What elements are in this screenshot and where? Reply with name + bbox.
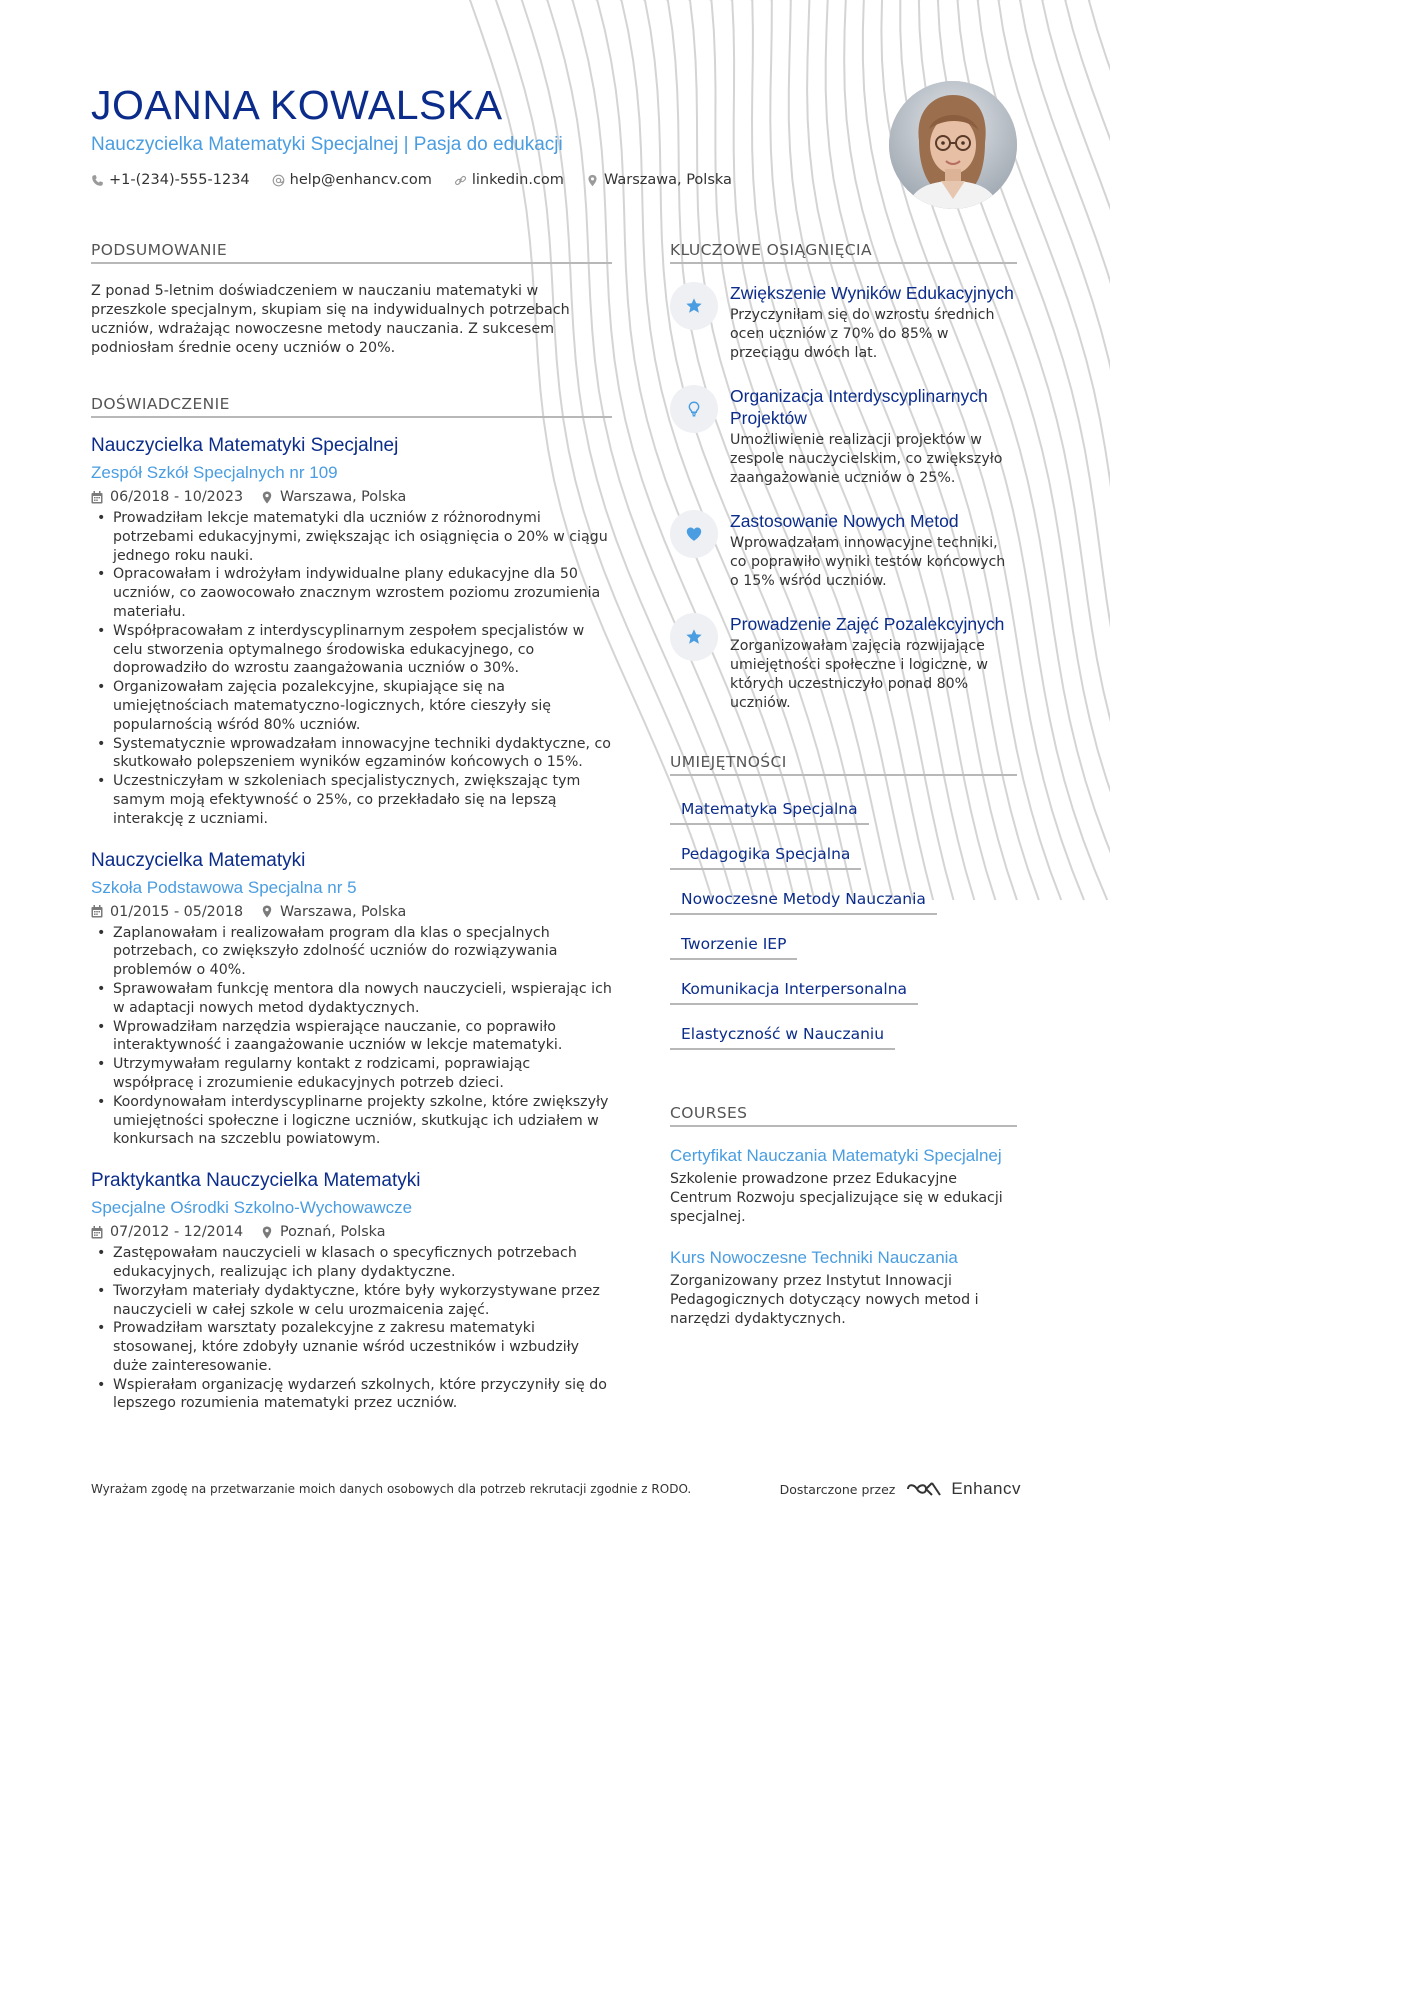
experience-section-title: DOŚWIADCZENIE <box>91 395 612 418</box>
phone-text: +1-(234)-555-1234 <box>109 172 250 188</box>
course-item <box>670 1145 1017 1227</box>
job-bullet: • Sprawowałam funkcję mentora dla nowych nauczycieli, wspierając ich w adaptacji nowych metod dydaktycznych. <box>91 980 612 1018</box>
achievement-title: Prowadzenie Zajęć Pozalekcyjnych <box>730 614 1005 634</box>
wave-line <box>1065 0 1110 900</box>
lightbulb-icon <box>685 400 703 418</box>
star-icon <box>685 628 703 646</box>
job-bullet: • Organizowałam zajęcia pozalekcyjne, skupiające się na umiejętnościach matematyczno-logicznych, które cieszyły się popularnością wśród 80% uczniów. <box>91 678 612 734</box>
job-bullet: • Prowadziłam lekcje matematyki dla uczniów z różnorodnymi potrzebami edukacyjnymi, zwiększając ich osiągnięcia o 20% w ciągu jednego roku nauki. <box>91 509 612 565</box>
wave-line <box>1020 0 1110 900</box>
achievement-item <box>670 613 1017 713</box>
job-meta <box>91 904 612 920</box>
job-title: Praktykantka Nauczycielka Matematyki <box>91 1170 421 1192</box>
job-entry <box>91 1169 612 1413</box>
job-bullet: • Zaplanowałam i realizowałam program dla klas o specjalnych potrzebach, co zwiększyło zdolność uczniów do rozwiązywania problemów o 40%. <box>91 924 612 980</box>
skills-list <box>670 780 1017 1050</box>
phone-icon <box>91 174 104 187</box>
job-company: Zespół Szkół Specjalnych nr 109 <box>91 463 338 482</box>
job-bullet: • Wprowadziłam narzędzia wspierające nauczanie, co poprawiło interaktywność i zaangażowanie uczniów w lekcje matematyki. <box>91 1018 612 1056</box>
job-bullets <box>91 509 612 829</box>
skill-tag: Nowoczesne Metody Nauczania <box>670 883 937 915</box>
job-bullets <box>91 1244 612 1413</box>
summary-section-title: PODSUMOWANIE <box>91 241 612 264</box>
profile-photo-image <box>889 81 1017 209</box>
skills-section-title: UMIEJĘTNOŚCI <box>670 753 1017 776</box>
skill-tag: Tworzenie IEP <box>670 928 797 960</box>
job-title: Nauczycielka Matematyki Specjalnej <box>91 435 399 456</box>
summary-text: Z ponad 5-letnim doświadczeniem w nauczaniu matematyki w przeszkole specjalnym, skupiam się na indywidualnych potrzebach uczniów, wdrażając nowoczesne metody nauczania. Z sukcesem podniosłam średnie oceny uczniów o 20%. <box>91 283 570 356</box>
skill-tag: Matematyka Specjalna <box>670 793 869 825</box>
job-entry <box>91 434 612 829</box>
location-text: Warszawa, Polska <box>603 172 732 188</box>
job-company: Szkoła Podstawowa Specjalna nr 5 <box>91 877 357 897</box>
brand-name: Enhancv <box>951 1479 1021 1498</box>
course-desc: Zorganizowany przez Instytut Innowacji Pedagogicznych dotyczący nowych metod i narzędzi dydaktycznych. <box>670 1273 979 1327</box>
job-bullets <box>91 924 612 1150</box>
course-title: Kurs Nowoczesne Techniki Nauczania <box>670 1248 958 1267</box>
job-meta <box>91 489 612 505</box>
job-bullet: • Uczestniczyłam w szkoleniach specjalistycznych, zwiększając tym samym moją efektywność o 25%, co przekładało się na lepszą interakcję z uczniami. <box>91 772 612 828</box>
contact-phone[interactable] <box>91 172 250 188</box>
skill-tag: Komunikacja Interpersonalna <box>670 973 918 1005</box>
linkedin-text: linkedin.com <box>471 172 564 188</box>
job-location: Warszawa, Polska <box>280 903 407 920</box>
course-item <box>670 1247 1017 1329</box>
powered-by-label: Dostarczone przez <box>779 1481 896 1497</box>
footer <box>91 1479 1021 1499</box>
achievement-desc: Zorganizowałam zajęcia rozwijające umiejętności społeczne i logiczne, w których uczestniczyło ponad 80% uczniów. <box>730 638 988 711</box>
achievement-item <box>670 385 1017 488</box>
email-text: help@enhancv.com <box>289 172 432 188</box>
job-bullet: • Koordynowałam interdyscyplinarne projekty szkolne, które zwiększyły umiejętności społeczne i logiczne uczniów, skutkując ich udziałem w konkursach na szczeblu powiatowym. <box>91 1093 612 1149</box>
job-entry <box>91 849 612 1150</box>
location-pin-icon <box>261 491 273 504</box>
location-pin-icon <box>586 174 599 187</box>
skill-tag: Pedagogika Specjalna <box>670 838 861 870</box>
resume-header <box>91 84 871 188</box>
skill-tag: Elastyczność w Nauczaniu <box>670 1018 895 1050</box>
course-desc: Szkolenie prowadzone przez Edukacyjne Centrum Rozwoju specjalizujące się w edukacji specjalnej. <box>670 1171 1003 1225</box>
contact-info <box>91 172 871 188</box>
left-column <box>91 241 612 1413</box>
calendar-icon <box>91 905 103 918</box>
heart-icon <box>685 525 703 543</box>
job-bullet: • Prowadziłam warsztaty pozalekcyjne z zakresu matematyki stosowanej, które zdobyły uznanie wśród uczestników i wzbudziły duże zainteresowanie. <box>91 1319 612 1375</box>
achievement-title: Zastosowanie Nowych Metod <box>730 511 959 531</box>
contact-email[interactable] <box>272 172 432 188</box>
link-icon <box>454 174 467 187</box>
enhancv-logo-icon <box>905 1480 943 1498</box>
star-icon <box>685 297 703 315</box>
powered-by[interactable] <box>780 1479 1021 1499</box>
job-location: Warszawa, Polska <box>280 489 407 505</box>
job-dates: 01/2015 - 05/2018 <box>110 903 244 920</box>
gdpr-consent: Wyrażam zgodę na przetwarzanie moich danych osobowych dla potrzeb rekrutacji zgodnie z RODO. <box>91 1482 692 1496</box>
job-bullet: • Utrzymywałam regularny kontakt z rodzicami, poprawiając współpracę i zrozumienie edukacyjnych potrzeb dzieci. <box>91 1055 612 1093</box>
achievement-title: Zwiększenie Wyników Edukacyjnych <box>730 283 1014 303</box>
right-column <box>670 241 1017 1329</box>
achievement-desc: Umożliwienie realizacji projektów w zespole nauczycielskim, co zwiększyło zaangażowanie uczniów o 25%. <box>730 432 1003 486</box>
calendar-icon <box>91 491 103 504</box>
contact-linkedin[interactable] <box>454 172 564 188</box>
achievement-desc: Przyczyniłam się do wzrostu średnich ocen uczniów z 70% do 85% w przeciągu dwóch lat. <box>730 307 995 361</box>
wave-line <box>1042 0 1110 900</box>
calendar-icon <box>91 1226 103 1239</box>
course-title: Certyfikat Nauczania Matematyki Specjalnej <box>670 1146 1002 1165</box>
job-dates: 07/2012 - 12/2014 <box>110 1224 244 1241</box>
courses-section-title: COURSES <box>670 1104 1017 1127</box>
job-meta <box>91 1224 612 1240</box>
achievement-item <box>670 510 1017 591</box>
job-bullet: • Zastępowałam nauczycieli w klasach o specyficznych potrzebach edukacyjnych, realizując ich plany dydaktyczne. <box>91 1244 612 1282</box>
job-bullet: • Tworzyłam materiały dydaktyczne, które były wykorzystywane przez nauczycieli w całej szkole w celu urozmaicenia zajęć. <box>91 1282 612 1320</box>
achievement-title: Organizacja Interdyscyplinarnych Projektów <box>730 386 988 428</box>
achievements-section-title: KLUCZOWE OSIĄGNIĘCIA <box>670 241 1017 264</box>
contact-location <box>586 172 732 188</box>
job-company: Specjalne Ośrodki Szkolno-Wychowawcze <box>91 1198 413 1218</box>
achievement-desc: Wprowadzałam innowacyjne techniki, co poprawiło wyniki testów końcowych o 15% wśród uczniów. <box>730 535 1006 589</box>
job-location: Poznań, Polska <box>280 1224 386 1241</box>
job-bullet: • Wspierałam organizację wydarzeń szkolnych, które przyczyniły się do lepszego rozumienia matematyki przez uczniów. <box>91 1376 612 1414</box>
achievement-item <box>670 282 1017 363</box>
job-title: Nauczycielka Matematyki <box>91 849 306 871</box>
job-dates: 06/2018 - 10/2023 <box>110 489 244 505</box>
location-pin-icon <box>261 1226 273 1239</box>
job-bullet: • Współpracowałam z interdyscyplinarnym zespołem specjalistów w celu stworzenia optymalnego środowiska edukacyjnego, co doprowadziło do wzrostu zaangażowania uczniów o 30%. <box>91 622 612 678</box>
job-bullet: • Systematycznie wprowadzałam innowacyjne techniki dydaktyczne, co skutkowało polepszeniem wyników egzaminów końcowych o 15%. <box>91 735 612 773</box>
job-bullet: • Opracowałam i wdrożyłam indywidualne plany edukacyjne dla 50 uczniów, co zaowocowało znacznym wzrostem poziomu zrozumienia materiału. <box>91 565 612 621</box>
location-pin-icon <box>261 905 273 918</box>
candidate-name: JOANNA KOWALSKA <box>91 82 503 128</box>
profile-photo <box>889 81 1017 209</box>
wave-line <box>1089 0 1110 900</box>
candidate-headline: Nauczycielka Matematyki Specjalnej | Pasja do edukacji <box>91 134 563 155</box>
at-icon <box>272 174 285 187</box>
